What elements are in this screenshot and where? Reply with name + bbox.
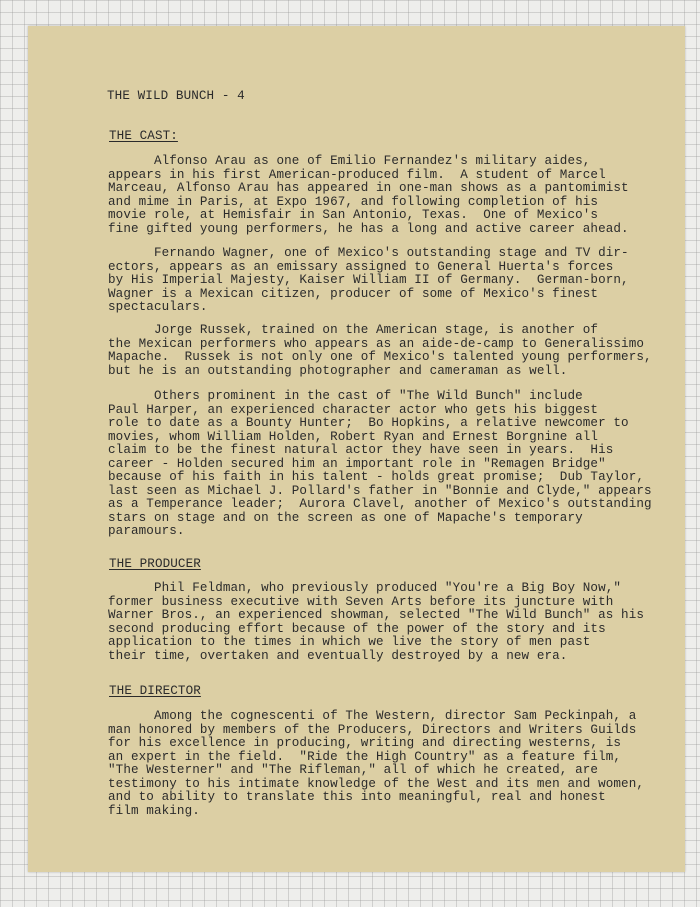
text-line: ectors, appears as an emissary assigned to General Huerta's forces — [108, 259, 614, 274]
text-line: by His Imperial Majesty, Kaiser William II of Germany. German-born, — [108, 273, 629, 287]
paragraph-jorge-russek — [108, 324, 668, 378]
text-line: Paul Harper, an experienced character actor who gets his biggest — [108, 402, 599, 417]
text-line: but he is an outstanding photographer and cameraman as well. — [108, 363, 568, 378]
text-line: movie role, at Hemisfair in San Antonio, Texas. One of Mexico's — [108, 208, 599, 222]
text-line: for his excellence in producing, writing and directing westerns, is — [108, 736, 622, 750]
text-line: appears in his first American-produced film. A student of Marcel — [108, 167, 606, 182]
text-line: Wagner is a Mexican citizen, producer of some of Mexico's finest — [108, 286, 599, 301]
text-line: Among the cognescenti of The Western, director Sam Peckinpah, a — [108, 709, 637, 723]
text-line: stars on stage and on the screen as one of Mapache's temporary — [108, 510, 583, 525]
text-line: spectaculars. — [108, 300, 208, 314]
text-line: Alfonso Arau as one of Emilio Fernandez's military aides, — [108, 154, 591, 168]
section-heading-cast: THE CAST: — [109, 129, 178, 143]
text-line: paramours. — [108, 524, 185, 538]
text-line: an expert in the field. "Ride the High Country" as a feature film, — [108, 749, 622, 764]
document-page — [28, 26, 685, 872]
text-line: application to the times in which we live the story of men past — [108, 635, 591, 649]
text-line: Fernando Wagner, one of Mexico's outstanding stage and TV dir- — [108, 246, 629, 260]
paragraph-fernando-wagner — [108, 247, 668, 315]
text-line: and to ability to translate this into meaningful, real and honest — [108, 790, 606, 804]
page-header: THE WILD BUNCH - 4 — [107, 89, 245, 103]
text-line: claim to be the finest natural actor they have seen in years. His — [108, 443, 614, 457]
text-line: Mapache. Russek is not only one of Mexico's talented young performers, — [108, 350, 652, 364]
text-line: fine gifted young performers, he has a long and active career ahead. — [108, 221, 629, 236]
text-line: Phil Feldman, who previously produced "You're a Big Boy Now," — [108, 581, 622, 595]
text-line: man honored by members of the Producers, Directors and Writers Guilds — [108, 722, 637, 737]
paragraph-others-prominent — [108, 390, 668, 539]
section-heading-director: THE DIRECTOR — [109, 684, 201, 698]
paragraph-phil-feldman — [108, 582, 668, 663]
text-line: Others prominent in the cast of "The Wild Bunch" include — [108, 389, 583, 403]
text-line: last seen as Michael J. Pollard's father in "Bonnie and Clyde," appears — [108, 483, 652, 498]
text-line: Warner Bros., an experienced showman, selected "The Wild Bunch" as his — [108, 608, 645, 622]
text-line: "The Westerner" and "The Rifleman," all of which he created, are — [108, 763, 599, 777]
text-line: because of his faith in his talent - holds great promise; Dub Taylor, — [108, 470, 645, 484]
text-line: Jorge Russek, trained on the American stage, is another of — [108, 323, 599, 337]
text-line: as a Temperance leader; Aurora Clavel, another of Mexico's outstanding — [108, 497, 652, 511]
paragraph-alfonso-arau — [108, 155, 668, 236]
text-line: film making. — [108, 803, 200, 818]
text-line: former business executive with Seven Arts before its juncture with — [108, 594, 614, 609]
text-line: second producing effort because of the power of the story and its — [108, 621, 606, 636]
text-line: the Mexican performers who appears as an aide-de-camp to Generalissimo — [108, 336, 645, 351]
text-line: role to date as a Bounty Hunter; Bo Hopkins, a relative newcomer to — [108, 416, 629, 430]
text-line: Marceau, Alfonso Arau has appeared in one-man shows as a pantomimist — [108, 181, 629, 195]
text-line: career - Holden secured him an important role in "Remagen Bridge" — [108, 456, 606, 471]
text-line: their time, overtaken and eventually destroyed by a new era. — [108, 648, 568, 663]
section-heading-producer: THE PRODUCER — [109, 557, 201, 571]
paragraph-sam-peckinpah — [108, 710, 668, 818]
text-line: movies, whom William Holden, Robert Ryan and Ernest Borgnine all — [108, 429, 599, 444]
text-line: and mime in Paris, at Expo 1967, and following completion of his — [108, 194, 599, 209]
text-line: testimony to his intimate knowledge of the West and its men and women, — [108, 776, 645, 791]
